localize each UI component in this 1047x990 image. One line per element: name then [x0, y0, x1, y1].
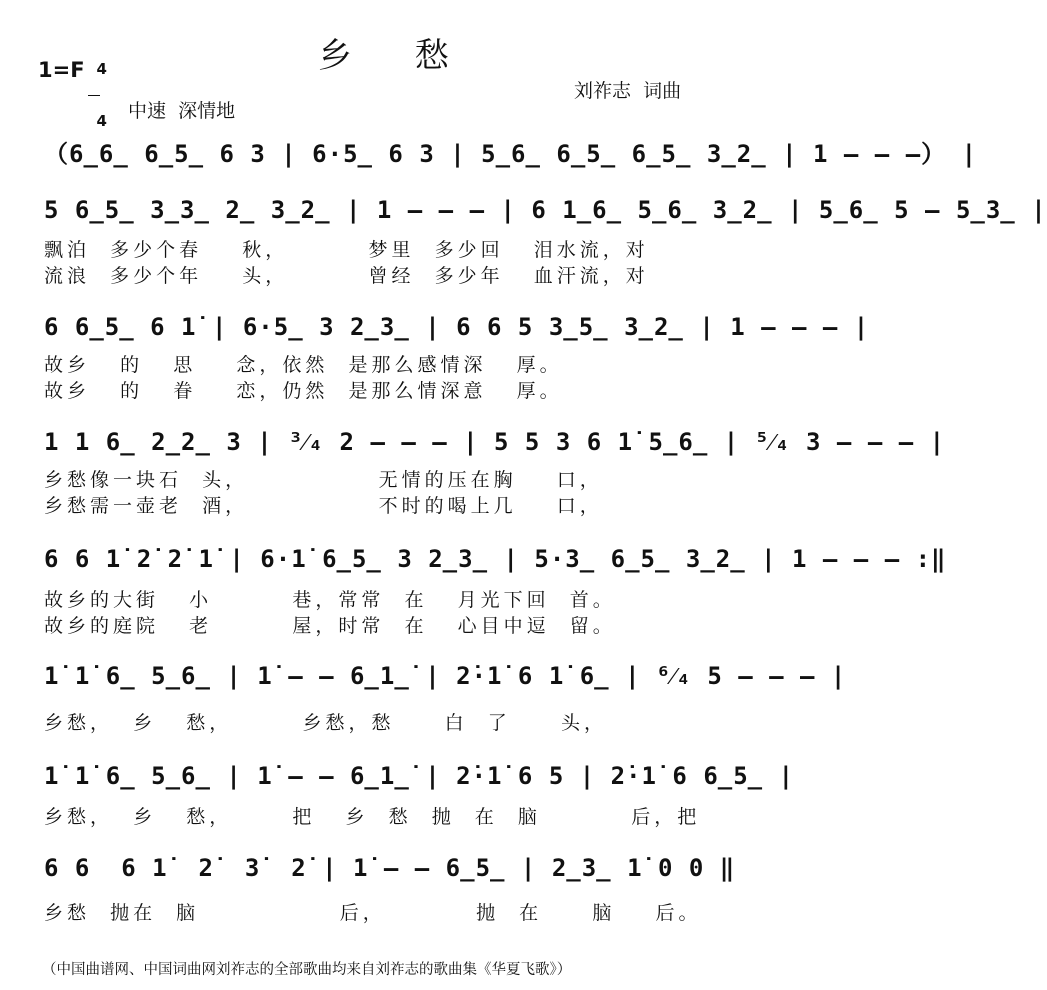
notation-line-3: 1 1 6̲ 2̲2̲ 3 | ³⁄₄ 2 ― ― ― | 5 5 3 6 1̇ 5̲6̲ | ⁵⁄₄ 3 ― ― ― | [44, 428, 946, 456]
lyric-line-2-verse-1: 故乡 的 思 念，依然 是那么感情深 厚。 [44, 354, 563, 376]
time-signature-top: 4 [96, 60, 107, 78]
notation-line-4: 6 6 1̇ 2̇ 2̇ 1̇ | 6·1̇ 6̲5̲ 3 2̲3̲ | 5·3̲ 6̲5̲ 3̲2̲ | 1 ― ― ― :‖ [44, 545, 947, 573]
lyric-line-3-verse-1: 乡愁像一块石 头， 无情的压在胸 口， [44, 469, 603, 491]
lyric-line-4-verse-2: 故乡的庭院 老 屋，时常 在 心目中逗 留。 [44, 615, 616, 637]
notation-line-2: 6 6̲5̲ 6 1̇ | 6·5̲ 3 2̲3̲ | 6 6 5 3̲5̲ 3̲2̲ | 1 ― ― ― | [44, 313, 870, 341]
lyric-line-2-verse-2: 故乡 的 眷 恋，仍然 是那么情深意 厚。 [44, 380, 563, 402]
tempo-marking: 中速 深情地 [128, 100, 236, 122]
notation-line-7: 6 6 6 1̇ 2̇ 3̇ 2̇ | 1̇ ― ― 6̲5̲ | 2̲3̲ 1̇ 0 0 ‖ [44, 854, 736, 882]
notation-line-5: 1̇ 1̇ 6̲ 5̲6̲ | 1̇ ― ― 6̲1̲̇ | 2̇·1̇ 6 1̇ 6̲ | ⁶⁄₄ 5 ― ― ― | [44, 662, 847, 690]
key-signature: 1=F [38, 58, 85, 82]
lyric-line-5: 乡愁， 乡 愁， 乡愁，愁 白 了 头， [44, 712, 607, 734]
time-signature-bottom: 4 [96, 112, 107, 130]
lyric-line-1-verse-2: 流浪 多少个年 头， 曾经 多少年 血汗流，对 [44, 265, 649, 287]
source-footnote: （中国曲谱网、中国词曲网刘祚志的全部歌曲均来自刘祚志的歌曲集《华夏飞歌》） [42, 962, 572, 978]
notation-line-6: 1̇ 1̇ 6̲ 5̲6̲ | 1̇ ― ― 6̲1̲̇ | 2̇·1̇ 6 5 | 2̇·1̇ 6 6̲5̲ | [44, 762, 795, 790]
lyric-line-7: 乡愁 抛在 脑 后， 抛 在 脑 后。 [44, 902, 702, 924]
lyric-line-3-verse-2: 乡愁需一壶老 酒， 不时的喝上几 口， [44, 495, 603, 517]
time-signature [86, 44, 107, 130]
lyric-line-4-verse-1: 故乡的大街 小 巷，常常 在 月光下回 首。 [44, 589, 616, 611]
notation-line-intro: （6̲6̲ 6̲5̲ 6 3 | 6·5̲ 6 3 | 5̲6̲ 6̲5̲ 6̲5̲ 3̲2̲ | 1 ― ― ―） | [44, 140, 978, 168]
lyric-line-1-verse-1: 飘泊 多少个春 秋， 梦里 多少回 泪水流，对 [44, 239, 649, 261]
fraction-bar [88, 95, 100, 96]
lyric-line-6: 乡愁， 乡 愁， 把 乡 愁 抛 在 脑 后，把 [44, 806, 701, 828]
song-title: 乡 愁 [318, 36, 475, 76]
composer-credit: 刘祚志 词曲 [574, 80, 682, 102]
notation-line-1: 5 6̲5̲ 3̲3̲ 2̲ 3̲2̲ | 1 ― ― ― | 6 1̲6̲ 5̲6̲ 3̲2̲ | 5̲6̲ 5 ― 5̲3̲ | [44, 196, 1047, 224]
